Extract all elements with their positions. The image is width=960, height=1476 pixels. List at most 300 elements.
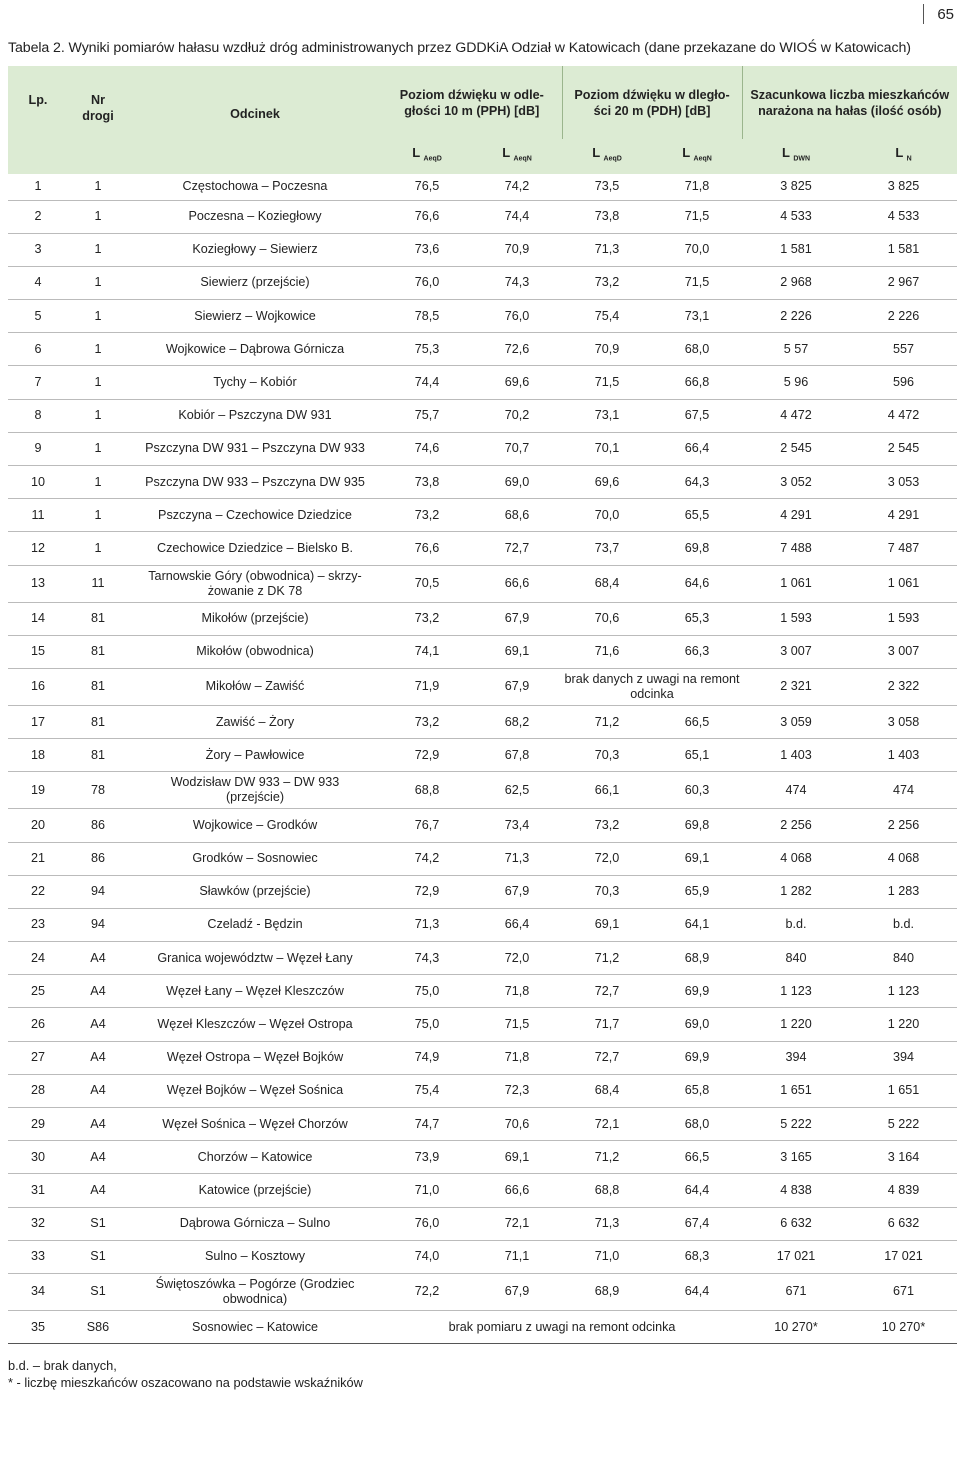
cell-laeqd-pph: 73,2 bbox=[414, 507, 440, 522]
cell-lp: 24 bbox=[30, 950, 45, 965]
cell-lp: 26 bbox=[30, 1017, 45, 1032]
cell-ldwn: 1 651 bbox=[780, 1083, 812, 1098]
cell-odcinek-line1: Granica województw – Węzeł Łany bbox=[157, 950, 353, 965]
cell-nr-drogi: A4 bbox=[90, 1050, 106, 1065]
cell-laeqn-pdh: 67,5 bbox=[684, 408, 710, 423]
header-ldwn: L $_{DWN}$ bbox=[781, 145, 811, 164]
cell-ln: 2 226 bbox=[887, 308, 920, 323]
cell-laeqd-pdh: 73,2 bbox=[594, 275, 620, 290]
cell-laeqn-pdh: 66,4 bbox=[684, 441, 710, 456]
cell-ln: 2 545 bbox=[887, 441, 920, 456]
cell-laeqn-pdh: 65,8 bbox=[684, 1083, 710, 1098]
cell-laeqd-pdh: 72,7 bbox=[594, 983, 620, 998]
cell-laeqn-pph: 67,9 bbox=[504, 611, 530, 626]
cell-odcinek-line1: Czechowice Dziedzice – Bielsko B. bbox=[157, 540, 353, 555]
cell-lp: 16 bbox=[30, 679, 45, 694]
cell-laeqd-pph: 75,4 bbox=[414, 1083, 440, 1098]
cell-ldwn: 1 282 bbox=[780, 884, 812, 899]
cell-odcinek-line1: Wojkowice – Dąbrowa Górnicza bbox=[165, 341, 345, 356]
cell-laeqd-pdh: 68,4 bbox=[594, 1083, 620, 1098]
cell-laeqd-pph: 78,5 bbox=[414, 308, 440, 323]
header-laeqd-pph: L $_{AeqD}$ bbox=[412, 145, 442, 164]
cell-laeqd-pph: 76,5 bbox=[414, 179, 440, 194]
cell-nr-drogi: 1 bbox=[94, 375, 102, 390]
cell-laeqn-pph: 66,6 bbox=[504, 576, 530, 591]
cell-lp: 10 bbox=[30, 474, 45, 489]
cell-lp: 14 bbox=[30, 611, 45, 626]
cell-laeqd-pdh: 72,7 bbox=[594, 1050, 620, 1065]
table-row bbox=[8, 975, 957, 1008]
cell-laeqn-pph: 69,6 bbox=[504, 375, 530, 390]
header-pph-line1: Poziom dźwięku w odle- bbox=[399, 87, 544, 102]
table-row bbox=[8, 532, 957, 565]
cell-nr-drogi: 1 bbox=[94, 179, 102, 194]
cell-ldwn: 474 bbox=[785, 782, 807, 797]
cell-ldwn: 4 068 bbox=[780, 851, 812, 866]
cell-odcinek bbox=[128, 705, 382, 738]
cell-nr-drogi: 1 bbox=[94, 507, 102, 522]
cell-laeqd-pdh: 70,9 bbox=[594, 341, 620, 356]
cell-laeqn-pdh: 68,9 bbox=[684, 950, 710, 965]
cell-ln: 4 839 bbox=[887, 1182, 920, 1197]
cell-odcinek bbox=[128, 1108, 382, 1141]
table-row bbox=[8, 1141, 957, 1174]
header-residents-line2: narażona na hałas (ilość osób) bbox=[758, 103, 942, 118]
cell-laeqn-pph: 74,2 bbox=[504, 179, 530, 194]
cell-odcinek-line1: Kobiór – Pszczyna DW 931 bbox=[178, 408, 332, 423]
cell-odcinek-line1: Pszczyna – Czechowice Dziedzice bbox=[158, 507, 352, 522]
cell-ldwn: 2 321 bbox=[780, 679, 812, 694]
cell-ldwn: 3 007 bbox=[780, 644, 812, 659]
cell-laeqn-pph: 73,4 bbox=[504, 817, 530, 832]
cell-ln: 3 053 bbox=[887, 474, 920, 489]
cell-laeqd-pph: 74,9 bbox=[414, 1050, 440, 1065]
cell-laeqn-pdh: 64,3 bbox=[684, 474, 710, 489]
cell-laeqd-pdh: 71,0 bbox=[594, 1249, 620, 1264]
cell-ldwn: 3 165 bbox=[780, 1149, 812, 1164]
cell-nr-drogi: 86 bbox=[90, 817, 105, 832]
cell-laeqd-pph: 76,6 bbox=[414, 209, 440, 224]
cell-odcinek-line1: Czeladź - Będzin bbox=[207, 917, 303, 932]
cell-laeqn-pdh: 69,8 bbox=[684, 540, 710, 555]
pdh-note-line2: odcinka bbox=[630, 686, 674, 701]
cell-nr-drogi: 81 bbox=[90, 714, 105, 729]
cell-odcinek bbox=[128, 1310, 382, 1343]
cell-lp: 27 bbox=[30, 1050, 45, 1065]
cell-odcinek-line1: Dąbrowa Górnicza – Sulno bbox=[179, 1216, 331, 1231]
cell-lp: 34 bbox=[30, 1284, 45, 1299]
cell-ln: 1 651 bbox=[887, 1083, 920, 1098]
table-row bbox=[8, 875, 957, 908]
cell-laeqn-pph: 67,9 bbox=[504, 884, 530, 899]
cell-odcinek-line1: Węzeł Ostropa – Węzeł Bojków bbox=[166, 1050, 344, 1065]
table-row bbox=[8, 772, 957, 809]
cell-laeqd-pdh: 73,7 bbox=[594, 540, 620, 555]
cell-laeqd-pdh: 73,5 bbox=[594, 179, 620, 194]
table-row bbox=[8, 432, 957, 465]
cell-lp: 25 bbox=[30, 983, 45, 998]
cell-laeqd-pdh: 71,6 bbox=[594, 644, 620, 659]
cell-laeqd-pph: 73,2 bbox=[414, 714, 440, 729]
cell-lp: 35 bbox=[30, 1319, 45, 1334]
cell-laeqd-pph: 73,9 bbox=[414, 1149, 440, 1164]
cell-laeqd-pph: 74,6 bbox=[414, 441, 440, 456]
cell-ln: 1 593 bbox=[887, 611, 920, 626]
cell-lp: 19 bbox=[30, 782, 45, 797]
table-row bbox=[8, 1240, 957, 1273]
cell-laeqn-pph: 74,3 bbox=[504, 275, 530, 290]
cell-lp: 22 bbox=[30, 884, 45, 899]
cell-laeqd-pph: 70,5 bbox=[414, 576, 440, 591]
cell-nr-drogi: A4 bbox=[90, 1182, 106, 1197]
cell-laeqd-pph: 74,2 bbox=[414, 851, 440, 866]
cell-odcinek-line2: (przejście) bbox=[225, 790, 285, 805]
cell-ln: 4 533 bbox=[887, 209, 920, 224]
cell-lp: 23 bbox=[30, 917, 45, 932]
table-row bbox=[8, 499, 957, 532]
cell-laeqd-pdh: 75,4 bbox=[594, 308, 620, 323]
cell-ldwn: 3 052 bbox=[780, 474, 812, 489]
cell-lp: 4 bbox=[34, 275, 42, 290]
cell-laeqd-pdh: 68,9 bbox=[594, 1284, 620, 1299]
cell-lp: 9 bbox=[34, 441, 42, 456]
cell-laeqd-pph: 74,3 bbox=[414, 950, 440, 965]
cell-odcinek bbox=[128, 300, 382, 333]
cell-ldwn: b.d. bbox=[785, 917, 807, 932]
cell-ln: 840 bbox=[893, 950, 915, 965]
cell-odcinek-line1: Pszczyna DW 933 – Pszczyna DW 935 bbox=[145, 474, 365, 489]
cell-nr-drogi: 86 bbox=[90, 851, 105, 866]
cell-laeqn-pph: 70,7 bbox=[504, 441, 530, 456]
cell-laeqn-pdh: 70,0 bbox=[684, 242, 710, 257]
cell-nr-drogi: 81 bbox=[90, 679, 105, 694]
cell-odcinek bbox=[128, 602, 382, 635]
cell-laeqd-pph: 71,9 bbox=[414, 679, 440, 694]
cell-laeqd-pph: 75,0 bbox=[414, 983, 440, 998]
cell-ldwn: 6 632 bbox=[780, 1216, 812, 1231]
cell-lp: 30 bbox=[30, 1149, 45, 1164]
cell-laeqn-pdh: 64,4 bbox=[684, 1182, 710, 1197]
cell-odcinek bbox=[128, 432, 382, 465]
header-row-main bbox=[8, 66, 957, 139]
cell-laeqn-pdh: 69,9 bbox=[684, 983, 710, 998]
cell-lp: 3 bbox=[34, 242, 42, 257]
table-row bbox=[8, 1207, 957, 1240]
cell-ldwn: 1 403 bbox=[780, 747, 812, 762]
cell-odcinek-line1: Mikołów – Zawiść bbox=[205, 679, 305, 694]
cell-odcinek bbox=[128, 668, 382, 705]
cell-odcinek-line1: Węzeł Kleszczów – Węzeł Ostropa bbox=[157, 1017, 353, 1032]
cell-laeqn-pph: 71,1 bbox=[504, 1249, 530, 1264]
cell-odcinek bbox=[128, 233, 382, 266]
cell-laeqn-pph: 72,1 bbox=[504, 1216, 530, 1231]
table-row bbox=[8, 266, 957, 299]
cell-laeqn-pph: 71,3 bbox=[504, 851, 530, 866]
cell-laeqd-pph: 75,7 bbox=[414, 408, 440, 423]
cell-odcinek-line1: Żory – Pawłowice bbox=[205, 747, 305, 762]
cell-odcinek bbox=[128, 635, 382, 668]
table-row bbox=[8, 705, 957, 738]
cell-odcinek-line1: Chorzów – Katowice bbox=[197, 1149, 313, 1164]
cell-laeqn-pph: 66,6 bbox=[504, 1182, 530, 1197]
cell-laeqd-pdh: 72,0 bbox=[594, 851, 620, 866]
cell-laeqd-pdh: 73,8 bbox=[594, 209, 620, 224]
cell-lp: 7 bbox=[34, 375, 42, 390]
header-odcinek: Odcinek bbox=[230, 107, 280, 121]
cell-ln: 6 632 bbox=[887, 1216, 920, 1231]
cell-laeqd-pph: 76,0 bbox=[414, 275, 440, 290]
cell-laeqn-pph: 69,0 bbox=[504, 474, 530, 489]
footnote-star: * - liczbę mieszkańców oszacowano na podstawie wskaźników bbox=[8, 1375, 363, 1390]
footnotes bbox=[8, 1357, 363, 1391]
cell-laeqd-pph: 71,3 bbox=[414, 917, 440, 932]
cell-lp: 20 bbox=[30, 817, 45, 832]
cell-ln: 4 068 bbox=[887, 851, 920, 866]
cell-ldwn: 840 bbox=[785, 950, 807, 965]
cell-odcinek bbox=[128, 333, 382, 366]
cell-laeqn-pph: 76,0 bbox=[504, 308, 530, 323]
cell-laeqn-pph: 74,4 bbox=[504, 209, 530, 224]
table-row bbox=[8, 739, 957, 772]
cell-nr-drogi: 1 bbox=[94, 209, 102, 224]
cell-odcinek bbox=[128, 908, 382, 941]
cell-nr-drogi: A4 bbox=[90, 1083, 106, 1098]
cell-odcinek-line2: żowanie z DK 78 bbox=[207, 583, 303, 598]
cell-odcinek bbox=[128, 772, 382, 809]
table-row bbox=[8, 1074, 957, 1107]
cell-nr-drogi: 81 bbox=[90, 644, 105, 659]
cell-odcinek-line1: Koziegłowy – Siewierz bbox=[192, 242, 318, 257]
table-caption: Tabela 2. Wyniki pomiarów hałasu wzdłuż dróg administrowanych przez GDDKiA Odział w Katowicach (dane przekazane do WIOŚ w Katowicach) bbox=[8, 40, 911, 56]
cell-laeqd-pdh: 66,1 bbox=[594, 782, 620, 797]
cell-ldwn: 1 123 bbox=[780, 983, 812, 998]
header-pdh-line2: ści 20 m (PDH) [dB] bbox=[593, 103, 711, 118]
cell-lp: 33 bbox=[30, 1249, 45, 1264]
cell-ln: 2 967 bbox=[887, 275, 920, 290]
header-nr-line1: Nr bbox=[91, 93, 105, 107]
cell-ldwn: 17 021 bbox=[776, 1249, 816, 1264]
header-pdh bbox=[562, 66, 742, 139]
cell-laeqd-pdh: 71,7 bbox=[594, 1017, 620, 1032]
table-row bbox=[8, 1174, 957, 1207]
cell-odcinek-line1: Mikołów (obwodnica) bbox=[196, 644, 314, 659]
cell-laeqn-pdh: 71,5 bbox=[684, 275, 710, 290]
table-row bbox=[8, 668, 957, 705]
cell-laeqd-pdh: 70,3 bbox=[594, 747, 620, 762]
cell-odcinek-line1: Częstochowa – Poczesna bbox=[182, 179, 328, 194]
cell-ldwn: 4 533 bbox=[780, 209, 812, 224]
cell-laeqd-pph: 72,2 bbox=[414, 1284, 440, 1299]
cell-pdh-note bbox=[562, 668, 742, 705]
table-row bbox=[8, 565, 957, 602]
cell-odcinek-line1: Katowice (przejście) bbox=[198, 1182, 312, 1197]
cell-laeqd-pdh: 69,1 bbox=[594, 917, 620, 932]
cell-ldwn: 394 bbox=[785, 1050, 807, 1065]
cell-laeqn-pdh: 65,9 bbox=[684, 884, 710, 899]
cell-odcinek bbox=[128, 399, 382, 432]
cell-nr-drogi: 1 bbox=[94, 275, 102, 290]
cell-laeqn-pdh: 68,0 bbox=[684, 1116, 710, 1131]
cell-ln: 3 164 bbox=[887, 1149, 920, 1164]
cell-laeqn-pdh: 69,9 bbox=[684, 1050, 710, 1065]
cell-odcinek bbox=[128, 975, 382, 1008]
cell-odcinek bbox=[128, 366, 382, 399]
cell-laeqn-pph: 67,9 bbox=[504, 679, 530, 694]
cell-laeqn-pph: 72,7 bbox=[504, 540, 530, 555]
cell-odcinek-line1: Węzeł Bojków – Węzeł Sośnica bbox=[166, 1083, 344, 1098]
cell-odcinek-line1: Pszczyna DW 931 – Pszczyna DW 933 bbox=[145, 441, 365, 456]
cell-laeqd-pdh: 71,2 bbox=[594, 1149, 620, 1164]
cell-laeqn-pdh: 65,5 bbox=[684, 507, 710, 522]
cell-odcinek-line1: Wojkowice – Grodków bbox=[192, 817, 318, 832]
cell-laeqn-pdh: 68,0 bbox=[684, 341, 710, 356]
cell-laeqd-pph: 76,7 bbox=[414, 817, 440, 832]
cell-laeqn-pdh: 67,4 bbox=[684, 1216, 710, 1231]
cell-laeqd-pdh: 71,2 bbox=[594, 714, 620, 729]
cell-nr-drogi: 78 bbox=[90, 782, 105, 797]
cell-laeqn-pph: 69,1 bbox=[504, 644, 530, 659]
cell-ldwn: 5 222 bbox=[780, 1116, 812, 1131]
cell-laeqn-pph: 71,8 bbox=[504, 983, 530, 998]
cell-nr-drogi: 11 bbox=[91, 576, 105, 591]
cell-lp: 12 bbox=[30, 540, 45, 555]
cell-ln: 7 487 bbox=[887, 540, 920, 555]
cell-lp: 8 bbox=[34, 408, 42, 423]
cell-odcinek bbox=[128, 266, 382, 299]
noise-measurement-table bbox=[8, 66, 957, 1344]
cell-laeqd-pph: 73,6 bbox=[414, 242, 440, 257]
cell-ln: 1 403 bbox=[887, 747, 920, 762]
cell-laeqd-pph: 76,6 bbox=[414, 540, 440, 555]
cell-ldwn: 1 061 bbox=[780, 576, 812, 591]
cell-laeqn-pdh: 71,5 bbox=[684, 209, 710, 224]
cell-nr-drogi: 94 bbox=[90, 917, 105, 932]
cell-odcinek bbox=[128, 174, 382, 200]
table-row bbox=[8, 1273, 957, 1310]
cell-laeqn-pdh: 73,1 bbox=[684, 308, 710, 323]
cell-laeqn-pdh: 69,0 bbox=[684, 1017, 710, 1032]
cell-nr-drogi: S1 bbox=[90, 1249, 106, 1264]
header-lp: Lp. bbox=[28, 93, 48, 107]
cell-laeqn-pph: 68,6 bbox=[504, 507, 530, 522]
cell-ldwn: 1 220 bbox=[780, 1017, 812, 1032]
cell-lp: 11 bbox=[31, 507, 45, 522]
cell-laeqn-pph: 71,5 bbox=[504, 1017, 530, 1032]
cell-ldwn: 2 545 bbox=[780, 441, 812, 456]
cell-laeqn-pdh: 68,3 bbox=[684, 1249, 710, 1264]
cell-laeqn-pdh: 64,1 bbox=[684, 917, 710, 932]
cell-lp: 1 bbox=[34, 179, 42, 194]
cell-odcinek-line1: Mikołów (przejście) bbox=[201, 611, 309, 626]
cell-laeqd-pph: 75,3 bbox=[414, 341, 440, 356]
cell-lp: 17 bbox=[30, 714, 45, 729]
cell-laeqn-pdh: 69,8 bbox=[684, 817, 710, 832]
cell-lp: 31 bbox=[30, 1182, 45, 1197]
cell-ln: 5 222 bbox=[887, 1116, 920, 1131]
cell-laeqd-pph: 71,0 bbox=[414, 1182, 440, 1197]
cell-ldwn: 2 968 bbox=[780, 275, 812, 290]
header-residents bbox=[742, 66, 957, 139]
cell-lp: 13 bbox=[30, 576, 45, 591]
cell-laeqd-pdh: 70,6 bbox=[594, 611, 620, 626]
cell-ln: 474 bbox=[893, 782, 915, 797]
table-row bbox=[8, 233, 957, 266]
cell-odcinek bbox=[128, 942, 382, 975]
cell-ln: 1 581 bbox=[887, 242, 920, 257]
cell-nr-drogi: A4 bbox=[90, 1017, 106, 1032]
cell-nr-drogi: 1 bbox=[94, 540, 102, 555]
cell-nr-drogi: A4 bbox=[90, 950, 106, 965]
header-pph bbox=[382, 66, 562, 139]
cell-odcinek bbox=[128, 1207, 382, 1240]
header-pdh-line1: Poziom dźwięku w dległo- bbox=[574, 87, 730, 102]
cell-laeqd-pph: 74,7 bbox=[414, 1116, 440, 1131]
cell-odcinek bbox=[128, 842, 382, 875]
cell-odcinek-line1: Zawiść – Żory bbox=[215, 714, 295, 729]
cell-odcinek bbox=[128, 875, 382, 908]
table-body bbox=[8, 174, 957, 1344]
cell-odcinek bbox=[128, 739, 382, 772]
cell-nr-drogi: S1 bbox=[90, 1216, 106, 1231]
cell-laeqn-pdh: 64,6 bbox=[684, 576, 710, 591]
cell-ln: b.d. bbox=[893, 917, 915, 932]
cell-odcinek-line1: Sławków (przejście) bbox=[199, 884, 311, 899]
cell-laeqd-pdh: 71,5 bbox=[594, 375, 620, 390]
cell-odcinek bbox=[128, 1008, 382, 1041]
cell-laeqn-pdh: 66,3 bbox=[684, 644, 710, 659]
cell-lp: 18 bbox=[30, 747, 45, 762]
cell-nr-drogi: 1 bbox=[94, 408, 102, 423]
cell-nr-drogi: 1 bbox=[94, 341, 102, 356]
cell-laeqn-pdh: 64,4 bbox=[684, 1284, 710, 1299]
cell-ldwn: 1 581 bbox=[780, 242, 812, 257]
cell-lp: 5 bbox=[34, 308, 42, 323]
cell-nr-drogi: S86 bbox=[86, 1319, 110, 1334]
cell-nr-drogi: 1 bbox=[94, 308, 102, 323]
cell-ln: 1 061 bbox=[887, 576, 920, 591]
cell-laeqn-pph: 70,6 bbox=[504, 1116, 530, 1131]
cell-laeqd-pdh: 70,3 bbox=[594, 884, 620, 899]
cell-laeqd-pph: 73,8 bbox=[414, 474, 440, 489]
table-row bbox=[8, 1041, 957, 1074]
cell-laeqd-pdh: 72,1 bbox=[594, 1116, 620, 1131]
cell-odcinek-line1: Siewierz (przejście) bbox=[200, 275, 310, 290]
cell-nr-drogi: A4 bbox=[90, 983, 106, 998]
cell-nr-drogi: 94 bbox=[90, 884, 105, 899]
cell-laeqd-pph: 76,0 bbox=[414, 1216, 440, 1231]
cell-laeqd-pdh: 71,2 bbox=[594, 950, 620, 965]
cell-ldwn: 4 291 bbox=[780, 507, 812, 522]
footnote-bd: b.d. – brak danych, bbox=[8, 1358, 117, 1373]
cell-laeqd-pph: 72,9 bbox=[414, 747, 440, 762]
cell-odcinek-line1: Sosnowiec – Katowice bbox=[191, 1319, 318, 1334]
cell-laeqd-pdh: 71,3 bbox=[594, 1216, 620, 1231]
cell-ln: 1 283 bbox=[887, 884, 920, 899]
cell-laeqd-pph: 75,0 bbox=[414, 1017, 440, 1032]
cell-odcinek-line1: Poczesna – Koziegłowy bbox=[188, 209, 322, 224]
cell-nr-drogi: 1 bbox=[94, 474, 102, 489]
cell-laeqd-pdh: 69,6 bbox=[594, 474, 620, 489]
cell-ln: 3 825 bbox=[887, 179, 920, 194]
cell-laeqn-pph: 70,2 bbox=[504, 408, 530, 423]
cell-ln: 671 bbox=[893, 1284, 915, 1299]
header-laeqd-pdh: L $_{AeqD}$ bbox=[592, 145, 622, 164]
cell-odcinek-line1: Świętoszówka – Pogórze (Grodziec bbox=[155, 1276, 355, 1291]
pdh-note-line1: brak danych z uwagi na remont bbox=[564, 671, 740, 686]
cell-laeqn-pph: 72,6 bbox=[504, 341, 530, 356]
table-row bbox=[8, 809, 957, 842]
cell-laeqn-pph: 67,8 bbox=[504, 747, 530, 762]
